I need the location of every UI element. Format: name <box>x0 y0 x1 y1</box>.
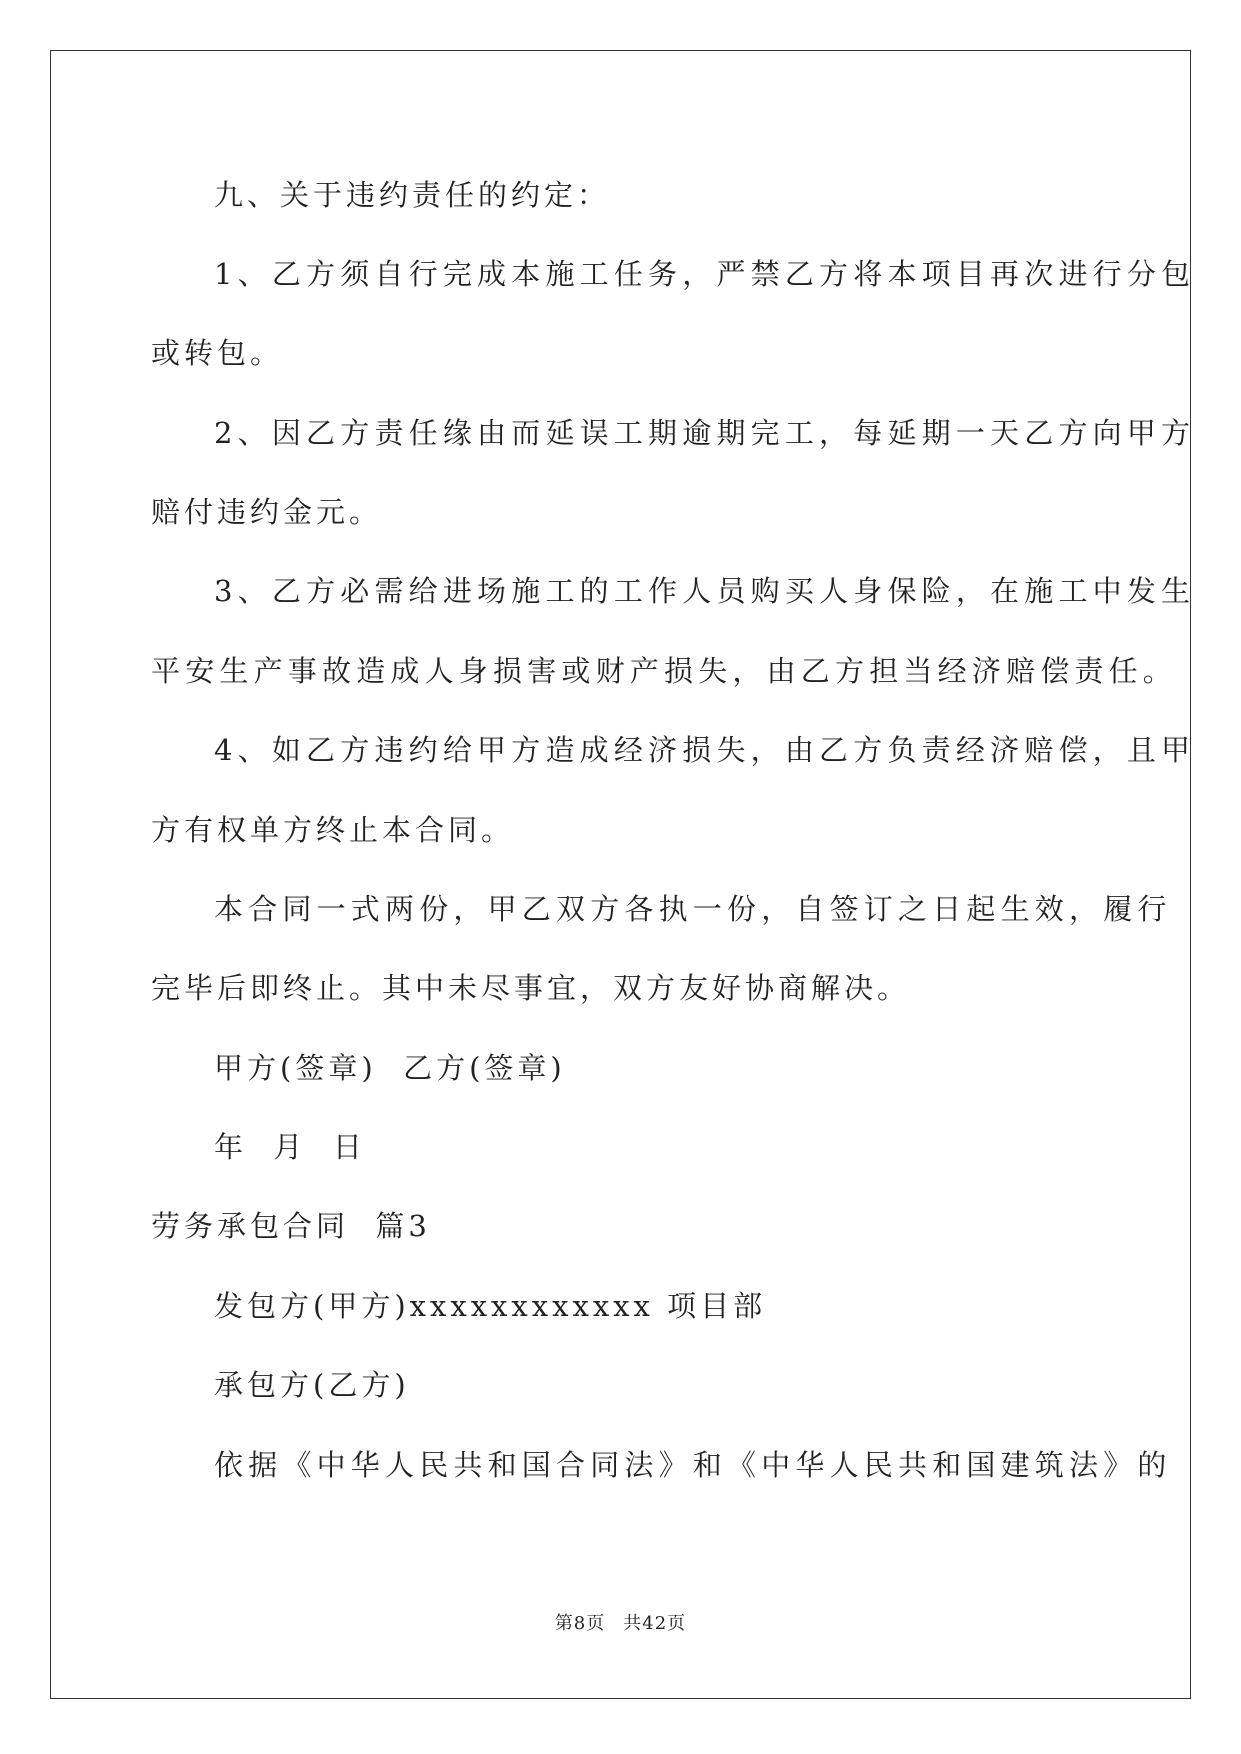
clause-nine-item-2: 2、因乙方责任缘由而延误工期逾期完工，每延期一天乙方向甲方 <box>214 416 1196 450</box>
clause-nine-item-4-cont: 方有权单方终止本合同。 <box>151 813 515 847</box>
clause-nine-item-1-cont: 或转包。 <box>151 336 284 370</box>
contractor-party: 承包方(乙方) <box>214 1368 410 1402</box>
closing-paragraph-cont: 完毕后即终止。其中未尽事宜，双方友好协商解决。 <box>151 971 911 1005</box>
section-title: 劳务承包合同 篇3 <box>151 1209 431 1243</box>
page-number: 第8页 <box>554 1613 606 1634</box>
closing-paragraph: 本合同一式两份，甲乙双方各执一份，自签订之日起生效，履行 <box>214 892 1172 926</box>
signature-line: 甲方(签章) 乙方(签章) <box>214 1051 566 1085</box>
page-footer <box>0 1612 1241 1636</box>
clause-nine-item-2-cont: 赔付违约金元。 <box>151 495 383 529</box>
contracting-party: 发包方(甲方)xxxxxxxxxxxx 项目部 <box>214 1289 767 1323</box>
clause-nine-item-1: 1、乙方须自行完成本施工任务，严禁乙方将本项目再次进行分包 <box>214 257 1196 291</box>
date-line: 年 月 日 <box>214 1130 366 1164</box>
clause-nine-item-3-cont: 平安生产事故造成人身损害或财产损失，由乙方担当经济赔偿责任。 <box>151 654 1178 688</box>
page-total: 共42页 <box>623 1613 687 1634</box>
clause-nine-item-4: 4、如乙方违约给甲方造成经济损失，由乙方负责经济赔偿，且甲 <box>214 733 1196 767</box>
legal-basis: 依据《中华人民共和国合同法》和《中华人民共和国建筑法》的 <box>214 1448 1172 1482</box>
clause-nine-item-3: 3、乙方必需给进场施工的工作人员购买人身保险，在施工中发生 <box>214 574 1196 608</box>
clause-nine-heading: 九、关于违约责任的约定： <box>214 178 611 212</box>
